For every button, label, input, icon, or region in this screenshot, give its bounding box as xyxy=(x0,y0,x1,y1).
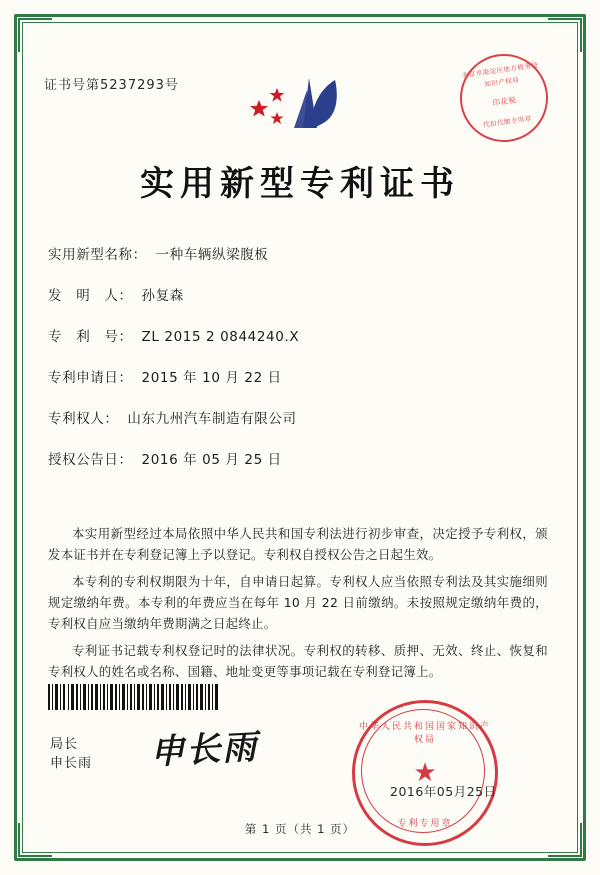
director-label: 局长 xyxy=(50,737,79,752)
field-value: 山东九州汽车制造有限公司 xyxy=(127,411,297,427)
page-footer: 第 1 页（共 1 页） xyxy=(244,822,356,836)
field-grant-date xyxy=(48,448,548,468)
director-block xyxy=(50,735,92,773)
seal-date: 2016年05月25日 xyxy=(390,784,497,799)
body-paragraph-1: 本实用新型经过本局依照中华人民共和国专利法进行初步审查，决定授予专利权，颁发本证书并在专利登记簿上予以登记。专利权自授权公告之日起生效。 xyxy=(48,526,548,562)
page-title: 实用新型专利证书 xyxy=(140,164,460,204)
seal-top-text: 中华人民共和国国家知识产权局 xyxy=(358,722,491,745)
field-value: ZL 2015 2 0844240.X xyxy=(141,329,300,345)
tax-stamp-line3: 代扣代缴专用章 xyxy=(482,114,533,130)
corner-ornament-top-left xyxy=(18,18,52,52)
body-paragraph-2: 本专利的专利权期限为十年，自申请日起算。专利权人应当依照专利法及其实施细则规定缴纳年费。本专利的年费应当在每年 10 月 22 日前缴纳。未按照规定缴纳年费的，专利权自应当缴纳年费期满之日起终止。 xyxy=(48,574,548,631)
certificate-fields xyxy=(48,243,548,489)
tax-stamp-line2: 印花税 xyxy=(491,95,517,108)
field-patent-number xyxy=(48,325,548,345)
director-name: 申长雨 xyxy=(50,756,93,771)
field-invention-name xyxy=(48,243,548,263)
field-patentee xyxy=(48,407,548,427)
corner-ornament-top-right xyxy=(548,18,582,52)
seal-bottom-text: 专利专用章 xyxy=(397,819,453,829)
field-label: 专利权人： xyxy=(48,411,119,427)
field-label: 专 利 号： xyxy=(48,329,133,345)
tax-stamp-line1: 北京市海淀区地方税务局 xyxy=(461,60,539,80)
certificate-number: 证书号第5237293号 xyxy=(44,78,179,93)
field-label: 授权公告日： xyxy=(48,452,133,468)
field-label: 发 明 人： xyxy=(48,288,133,304)
handwritten-signature: 申长雨 xyxy=(149,729,260,772)
field-value: 孙复森 xyxy=(141,288,184,304)
field-value: 2015 年 10 月 22 日 xyxy=(141,370,282,386)
certificate-body-text xyxy=(48,523,548,688)
field-label: 实用新型名称： xyxy=(48,247,147,263)
field-value: 一种车辆纵梁腹板 xyxy=(155,247,269,263)
field-label: 专利申请日： xyxy=(48,370,133,386)
seal-star-icon: ★ xyxy=(413,758,437,787)
field-application-date xyxy=(48,366,548,386)
barcode xyxy=(48,684,218,710)
sipo-logo-icon xyxy=(247,70,367,140)
body-paragraph-3: 专利证书记载专利权登记时的法律状况。专利权的转移、质押、无效、终止、恢复和专利权人的姓名或名称、国籍、地址变更等事项记载在专利登记簿上。 xyxy=(48,643,548,679)
field-inventor xyxy=(48,284,548,304)
tax-stamp-line4: 知识产权局 xyxy=(483,75,520,89)
field-value: 2016 年 05 月 25 日 xyxy=(141,452,282,468)
